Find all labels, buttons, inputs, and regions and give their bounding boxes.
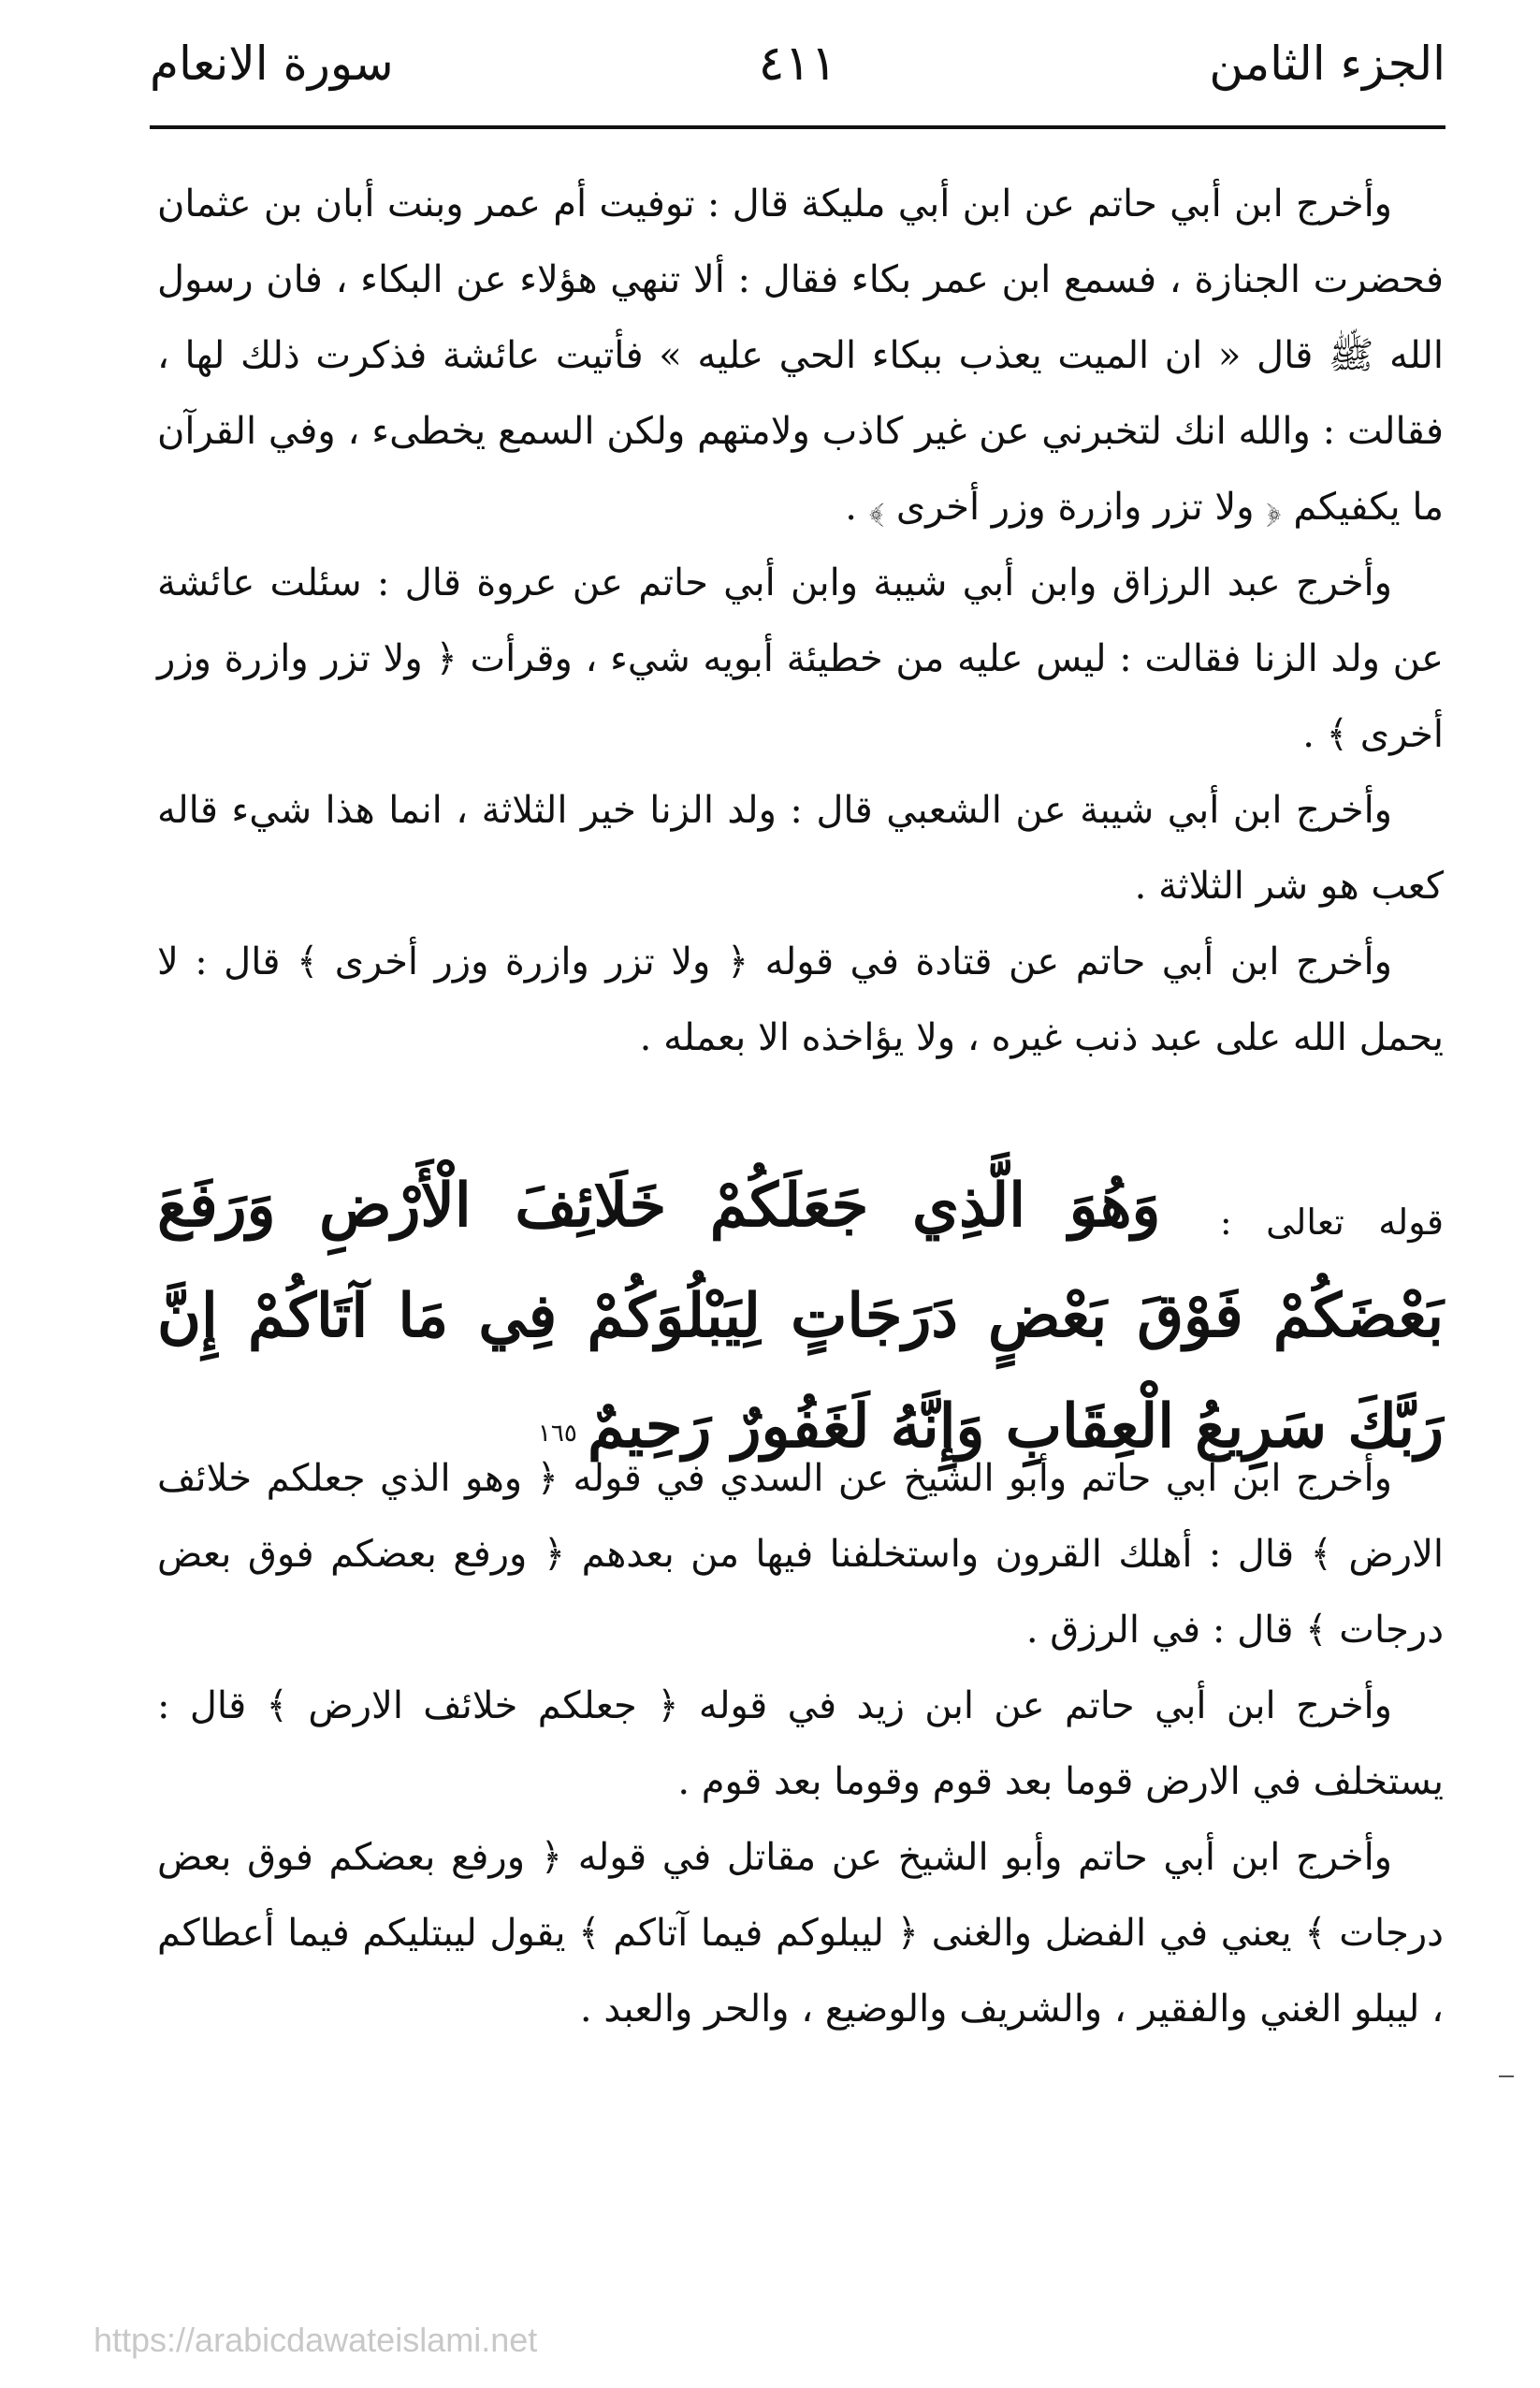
juz-label: الجزء الثامن xyxy=(1209,36,1446,91)
verse-intro: قوله تعالى : xyxy=(1219,1201,1445,1243)
surah-label: سورة الانعام xyxy=(150,36,394,91)
quran-verse-block xyxy=(157,1151,1444,1482)
header-divider xyxy=(150,125,1446,129)
paragraph: وأخرج ابن أبي حاتم وأبو الشيخ عن السدي في قوله ﴿ وهو الذي جعلكم خلائف الارض ﴾ قال : أهلك القرون واستخلفنا فيها من بعدهم ﴿ ورفع بعضكم فوق بعض درجات ﴾ قال : في الرزق . xyxy=(157,1457,1444,1652)
verse-text: وَهُوَ الَّذِي جَعَلَكُمْ خَلَائِفَ الْأَرْضِ وَرَفَعَ بَعْضَكُمْ فَوْقَ بَعْضٍ دَرَجَاتٍ لِيَبْلُوَكُمْ فِي مَا آتَاكُمْ إِنَّ رَبَّكَ سَرِيعُ الْعِقَابِ وَإِنَّهُ لَغَفُورٌ رَحِيمٌ xyxy=(157,1171,1444,1462)
margin-mark xyxy=(1499,2075,1514,2077)
ayah-number-marker: ١٦٥ xyxy=(537,1419,577,1448)
commentary-section-1 xyxy=(157,167,1444,1076)
watermark-url: https://arabicdawateislami.net xyxy=(94,2321,538,2359)
page-number: ٤١١ xyxy=(758,36,837,92)
paragraph: وأخرج ابن أبي حاتم عن ابن زيد في قوله ﴿ جعلكم خلائف الارض ﴾ قال : يستخلف في الارض قوما بعد قوم وقوما بعد قوم . xyxy=(157,1684,1444,1803)
paragraph: وأخرج ابن أبي شيبة عن الشعبي قال : ولد الزنا خير الثلاثة ، انما هذا شيء قاله كعب هو شر الثلاثة . xyxy=(157,789,1444,908)
commentary-section-2 xyxy=(157,1441,1444,2047)
paragraph: وأخرج ابن أبي حاتم عن ابن أبي مليكة قال : توفيت أم عمر وبنت أبان بن عثمان فحضرت الجنازة ، فسمع ابن عمر بكاء فقال : ألا تنهي هؤلاء عن البكاء ، فان رسول الله ﷺ قال « ان الميت يعذب ببكاء الحي عليه » فأتيت عائشة فذكرت ذلك لها ، فقالت : والله انك لتخبرني عن غير كاذب ولامتهم ولكن السمع يخطىء ، وفي القرآن ما يكفيكم ﴿ ولا تزر وازرة وزر أخرى ﴾ . xyxy=(157,182,1444,529)
paragraph: وأخرج ابن أبي حاتم وأبو الشيخ عن مقاتل في قوله ﴿ ورفع بعضكم فوق بعض درجات ﴾ يعني في الفضل والغنى ﴿ ليبلوكم فيما آتاكم ﴾ يقول ليبتليكم فيما أعطاكم ، ليبلو الغني والفقير ، والشريف والوضيع ، والحر والعبد . xyxy=(157,1836,1444,2031)
paragraph: وأخرج عبد الرزاق وابن أبي شيبة وابن أبي حاتم عن عروة قال : سئلت عائشة عن ولد الزنا فقالت : ليس عليه من خطيئة أبويه شيء ، وقرأت ﴿ ولا تزر وازرة وزر أخرى ﴾ . xyxy=(157,561,1444,756)
paragraph: وأخرج ابن أبي حاتم عن قتادة في قوله ﴿ ولا تزر وازرة وزر أخرى ﴾ قال : لا يحمل الله على عبد ذنب غيره ، ولا يؤاخذه الا بعمله . xyxy=(157,940,1444,1059)
page-header xyxy=(150,26,1446,101)
